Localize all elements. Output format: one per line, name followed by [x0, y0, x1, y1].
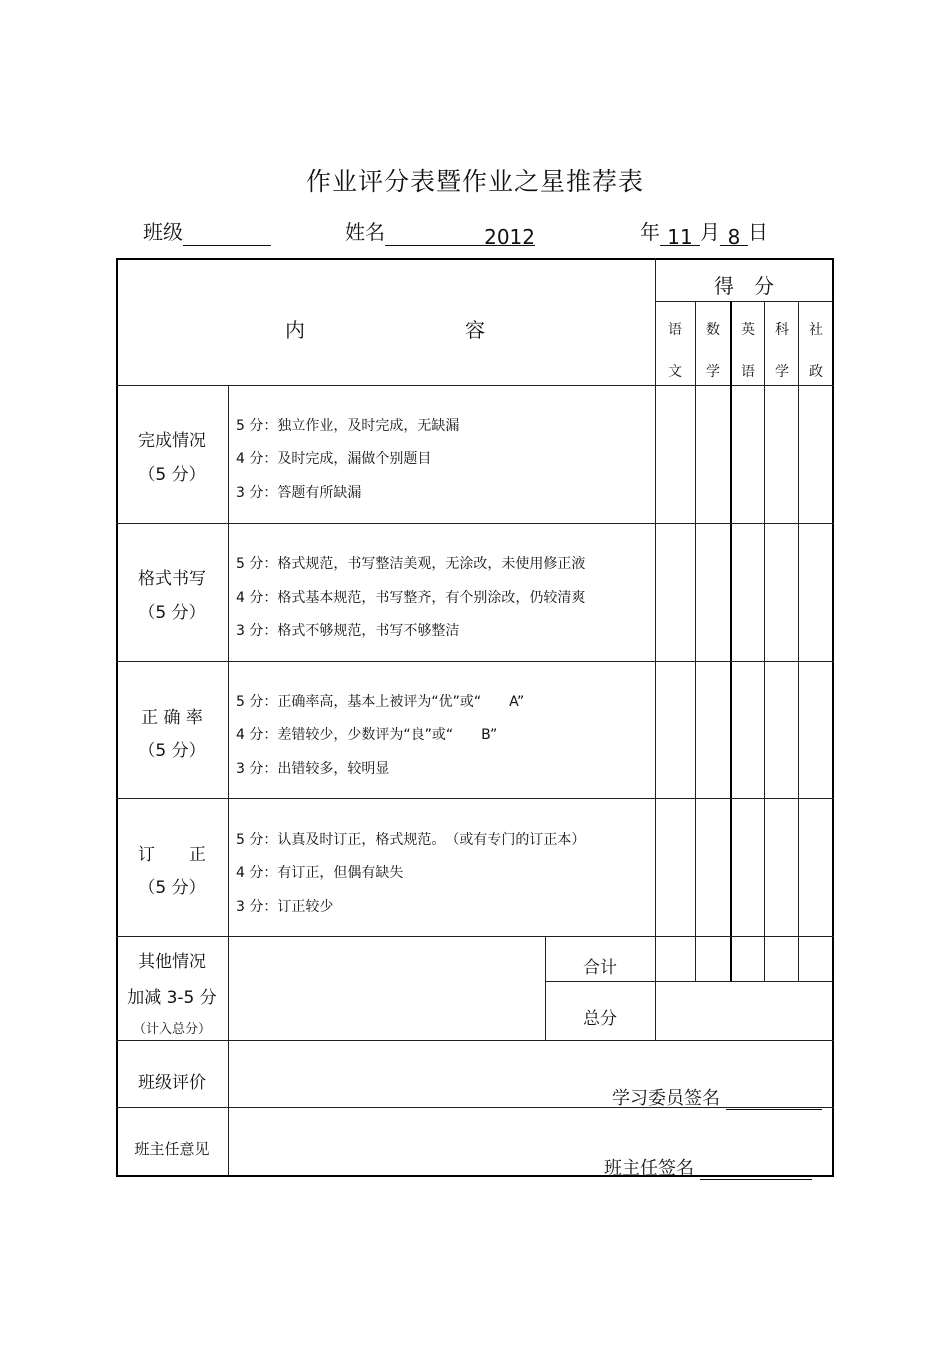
study-rep-sign-line[interactable]: [726, 1091, 822, 1110]
subtotal-line: [545, 981, 833, 982]
content-header-2: 容: [465, 318, 485, 342]
section-accuracy-name: 正 确 率: [141, 708, 203, 728]
date-field: [640, 218, 768, 249]
score-column-left-line: [655, 258, 656, 936]
subject-math-top: 数: [706, 322, 720, 338]
content-header-1: 内: [285, 318, 305, 342]
month-label: 月: [700, 220, 720, 244]
section-format-points: （5 分）: [138, 603, 206, 623]
criterion: 3 分：格式不够规范，书写不够整洁: [236, 623, 460, 639]
table-border-top: [116, 258, 834, 260]
row-line: [116, 661, 834, 662]
subject-divider: [730, 301, 732, 981]
score-header: 得 分: [714, 274, 774, 298]
subject-english-bottom: 语: [741, 364, 755, 380]
section-format-name: 格式书写: [138, 569, 206, 589]
name-value[interactable]: 2012: [385, 223, 535, 246]
subject-chinese-bottom: 文: [668, 364, 682, 380]
criterion: 3 分：出错较多，较明显: [236, 761, 390, 777]
teacher-signature: [604, 1154, 812, 1180]
day-value[interactable]: 8: [720, 223, 748, 246]
teacher-opinion-label: 班主任意见: [134, 1140, 210, 1158]
other-line-3: （计入总分）: [132, 1022, 211, 1037]
subtotal-label: 合计: [583, 958, 617, 978]
class-label: 班级: [143, 220, 183, 244]
score-header-line: [655, 301, 833, 302]
criterion: 3 分：答题有所缺漏: [236, 485, 362, 501]
subject-divider: [764, 301, 765, 981]
section-completion-points: （5 分）: [138, 465, 206, 485]
criterion: 5 分：正确率高，基本上被评为“优”或“ A”: [236, 694, 525, 710]
totals-value-divider: [655, 936, 656, 1041]
month-value[interactable]: 11: [660, 223, 700, 246]
teacher-sign-line[interactable]: [700, 1161, 812, 1180]
row-line: [116, 523, 834, 524]
criterion: 4 分：差错较少，少数评为“良”或“ B”: [236, 727, 498, 743]
table-border-right: [832, 258, 834, 1176]
class-eval-label: 班级评价: [138, 1073, 206, 1093]
study-rep-sign-label: 学习委员签名: [612, 1088, 720, 1109]
row-line: [116, 1040, 834, 1041]
category-divider: [228, 385, 229, 1175]
total-label: 总分: [583, 1009, 617, 1029]
day-label: 日: [748, 220, 768, 244]
subject-math-bottom: 学: [706, 364, 720, 380]
subject-chinese-top: 语: [668, 322, 682, 338]
criterion: 4 分：格式基本规范，书写整齐，有个别涂改，仍较清爽: [236, 590, 586, 606]
header-bottom-line: [116, 385, 834, 386]
section-correction-name: 订 正: [138, 845, 206, 865]
section-completion-name: 完成情况: [138, 431, 206, 451]
subject-divider: [798, 301, 799, 981]
subject-divider: [695, 301, 696, 981]
other-line-2: 加减 3-5 分: [127, 988, 217, 1008]
name-field: [345, 218, 535, 249]
subject-social-bottom: 政: [809, 364, 823, 380]
subject-science-top: 科: [775, 322, 789, 338]
row-line: [116, 798, 834, 799]
criterion: 5 分：独立作业，及时完成，无缺漏: [236, 418, 460, 434]
subject-science-bottom: 学: [775, 364, 789, 380]
page-title: 作业评分表暨作业之星推荐表: [305, 167, 644, 196]
section-correction-points: （5 分）: [138, 878, 206, 898]
subject-english-top: 英: [741, 322, 755, 338]
criterion: 5 分：格式规范，书写整洁美观，无涂改，未使用修正液: [236, 556, 586, 572]
other-line-1: 其他情况: [138, 952, 206, 972]
criterion: 3 分：订正较少: [236, 899, 334, 915]
row-line: [116, 936, 834, 937]
criterion: 5 分：认真及时订正，格式规范。 （或有专门的订正本）: [236, 832, 586, 848]
name-label: 姓名: [345, 220, 385, 244]
section-accuracy-points: （5 分）: [138, 741, 206, 761]
class-value[interactable]: [183, 223, 271, 246]
class-field: [143, 218, 271, 246]
subject-social-top: 社: [809, 322, 823, 338]
year-label: 年: [640, 220, 660, 244]
criterion: 4 分：及时完成，漏做个别题目: [236, 451, 432, 467]
teacher-sign-label: 班主任签名: [604, 1158, 694, 1179]
criterion: 4 分：有订正，但偶有缺失: [236, 865, 404, 881]
study-rep-signature: [612, 1084, 822, 1110]
